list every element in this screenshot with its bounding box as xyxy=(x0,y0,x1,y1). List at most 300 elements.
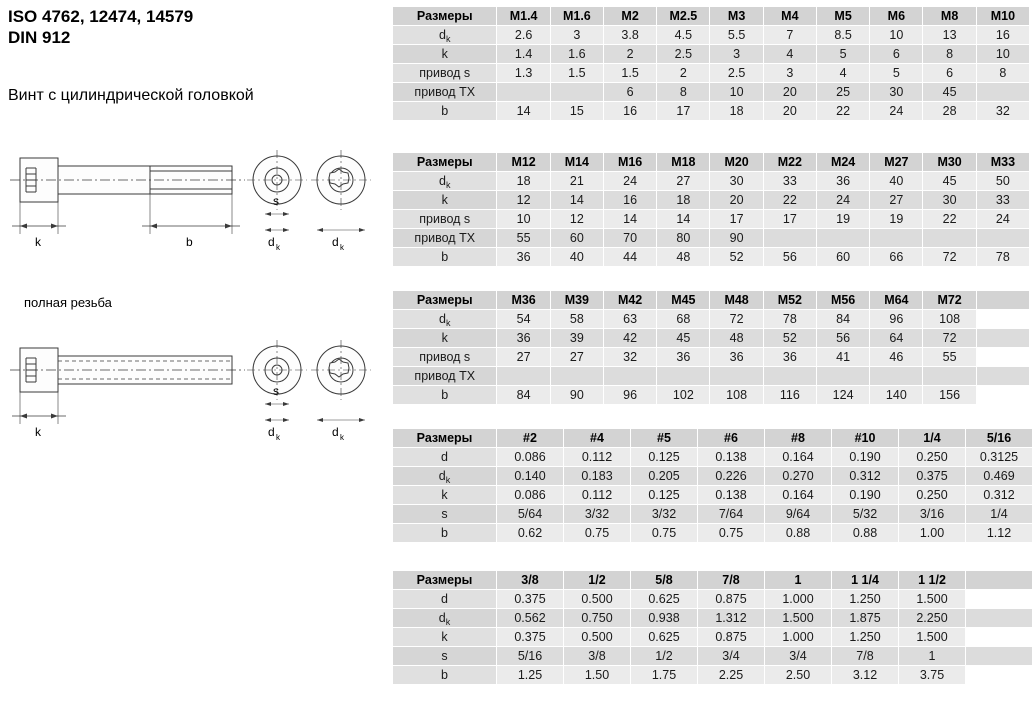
row-label: $d_k$ xyxy=(393,310,497,329)
table-cell: 3/16 xyxy=(899,505,966,524)
table-header-cell: M72 xyxy=(923,291,976,310)
table-cell: 27 xyxy=(550,348,603,367)
table-cell: 0.562 xyxy=(497,609,564,628)
table-cell: 3/32 xyxy=(631,505,698,524)
dimension-label-dk-2: d xyxy=(332,235,339,249)
table-cell: 0.88 xyxy=(765,524,832,543)
table-cell: 6 xyxy=(870,45,923,64)
table-cell: 21 xyxy=(550,172,603,191)
table-cell: 1.75 xyxy=(631,666,698,685)
table-row xyxy=(393,45,1030,64)
row-label: привод TX xyxy=(393,229,497,248)
table-header-cell: 3/8 xyxy=(497,571,564,590)
table-cell: 22 xyxy=(816,102,869,121)
table-header-cell: 1/4 xyxy=(899,429,966,448)
table-cell: 1.50 xyxy=(564,666,631,685)
row-label: k xyxy=(393,45,497,64)
table-cell: 0.500 xyxy=(564,590,631,609)
table-cell xyxy=(497,367,550,386)
table-header-cell: M22 xyxy=(763,153,816,172)
table-cell: 20 xyxy=(710,191,763,210)
table-header-cell: M36 xyxy=(497,291,550,310)
table-cell: 0.500 xyxy=(564,628,631,647)
table-cell: 96 xyxy=(603,386,656,405)
table-cell xyxy=(966,590,1033,609)
table-cell: 78 xyxy=(763,310,816,329)
table-cell: 90 xyxy=(710,229,763,248)
table-cell: 55 xyxy=(923,348,976,367)
table-cell: 5/32 xyxy=(832,505,899,524)
table-header-cell: #6 xyxy=(698,429,765,448)
table-cell: 52 xyxy=(763,329,816,348)
table-cell: 1.25 xyxy=(497,666,564,685)
table-cell xyxy=(966,647,1033,666)
table-cell: 1.12 xyxy=(966,524,1033,543)
table-cell: 3/4 xyxy=(698,647,765,666)
table-row xyxy=(393,26,1030,45)
table-row xyxy=(393,524,1033,543)
row-label: k xyxy=(393,191,497,210)
table-cell: 19 xyxy=(870,210,923,229)
table-header-cell: #8 xyxy=(765,429,832,448)
table-cell: 18 xyxy=(657,191,710,210)
row-label: k xyxy=(393,486,497,505)
table-row xyxy=(393,348,1030,367)
table-cell: 5 xyxy=(816,45,869,64)
table-cell: 4 xyxy=(763,45,816,64)
table-cell xyxy=(870,229,923,248)
table-header-cell: M24 xyxy=(816,153,869,172)
row-label: b xyxy=(393,248,497,267)
table-cell: 0.125 xyxy=(631,486,698,505)
table-cell xyxy=(976,386,1029,405)
table-cell: 2 xyxy=(603,45,656,64)
table-cell: 24 xyxy=(816,191,869,210)
table-header-cell: M2.5 xyxy=(657,7,710,26)
table-row xyxy=(393,486,1033,505)
table-cell: 5.5 xyxy=(710,26,763,45)
table-cell: 72 xyxy=(923,329,976,348)
table-cell: 22 xyxy=(763,191,816,210)
row-label: s xyxy=(393,505,497,524)
table-cell: 44 xyxy=(603,248,656,267)
table-cell: 0.625 xyxy=(631,590,698,609)
table-cell: 0.62 xyxy=(497,524,564,543)
table-row xyxy=(393,647,1033,666)
table-cell: 102 xyxy=(657,386,710,405)
table-cell: 64 xyxy=(870,329,923,348)
screw-drawing-full-thread xyxy=(0,320,386,460)
table-header-title: Размеры xyxy=(393,153,497,172)
table-cell xyxy=(816,229,869,248)
table-cell: 5 xyxy=(870,64,923,83)
table-cell: 24 xyxy=(870,102,923,121)
table-cell xyxy=(550,83,603,102)
table-row xyxy=(393,191,1030,210)
table-cell: 36 xyxy=(763,348,816,367)
table-header-cell: #10 xyxy=(832,429,899,448)
table-header-title: Размеры xyxy=(393,291,497,310)
full-thread-note: полная резьба xyxy=(24,295,112,310)
table-cell xyxy=(763,367,816,386)
table-cell: 9/64 xyxy=(765,505,832,524)
dimension-label-dk-4: d xyxy=(332,425,339,439)
table-cell: 2.50 xyxy=(765,666,832,685)
table-header-cell xyxy=(966,571,1033,590)
dimension-label-dk-4-sub: k xyxy=(340,433,344,442)
table-cell xyxy=(603,367,656,386)
table-cell: 0.375 xyxy=(899,467,966,486)
table-cell: 0.270 xyxy=(765,467,832,486)
table-row xyxy=(393,628,1033,647)
table-header-cell: M5 xyxy=(816,7,869,26)
dimension-label-dk-1: d xyxy=(268,235,275,249)
dimension-label-dk-2-sub: k xyxy=(340,243,344,252)
table-header-cell: M45 xyxy=(657,291,710,310)
table-row xyxy=(393,367,1030,386)
table-cell: 1/4 xyxy=(966,505,1033,524)
table-row xyxy=(393,386,1030,405)
table-cell: 16 xyxy=(603,191,656,210)
table-cell: 24 xyxy=(976,210,1029,229)
row-label: привод s xyxy=(393,210,497,229)
table-cell: 6 xyxy=(603,83,656,102)
table-cell: 0.190 xyxy=(832,448,899,467)
table-header-cell: M3 xyxy=(710,7,763,26)
table-header-cell: M6 xyxy=(870,7,923,26)
table-cell: 3 xyxy=(763,64,816,83)
table-row xyxy=(393,172,1030,191)
title-block xyxy=(8,6,378,48)
table-cell: 25 xyxy=(816,83,869,102)
table-cell: 63 xyxy=(603,310,656,329)
table-row xyxy=(393,229,1030,248)
table-cell: 16 xyxy=(603,102,656,121)
table-cell: 2 xyxy=(657,64,710,83)
table-cell: 20 xyxy=(763,102,816,121)
table-cell: 12 xyxy=(497,191,550,210)
table-cell: 17 xyxy=(710,210,763,229)
table-cell xyxy=(966,628,1033,647)
table-cell: 1.500 xyxy=(899,590,966,609)
table-cell: 140 xyxy=(870,386,923,405)
table-header-cell: #2 xyxy=(497,429,564,448)
table-cell: 36 xyxy=(710,348,763,367)
table-row xyxy=(393,248,1030,267)
table-header-cell xyxy=(976,291,1029,310)
table-cell: 50 xyxy=(976,172,1029,191)
table-header-row xyxy=(393,7,1030,26)
table-cell: 17 xyxy=(657,102,710,121)
table-cell xyxy=(976,229,1029,248)
dimension-table-4 xyxy=(392,428,1033,543)
table-cell: 14 xyxy=(603,210,656,229)
row-label: $d_k$ xyxy=(393,26,497,45)
table-header-cell: M12 xyxy=(497,153,550,172)
dimension-table-1 xyxy=(392,6,1030,121)
table-cell: 7 xyxy=(763,26,816,45)
table-cell: 12 xyxy=(550,210,603,229)
table-cell: 78 xyxy=(976,248,1029,267)
table-cell: 96 xyxy=(870,310,923,329)
table-cell: 0.205 xyxy=(631,467,698,486)
dimension-table-2 xyxy=(392,152,1030,267)
table-cell: 0.125 xyxy=(631,448,698,467)
table-header-row xyxy=(393,429,1033,448)
table-cell: 18 xyxy=(497,172,550,191)
table-cell: 0.88 xyxy=(832,524,899,543)
table-cell xyxy=(976,348,1029,367)
table-cell: 40 xyxy=(870,172,923,191)
table-header-cell: M39 xyxy=(550,291,603,310)
table-header-title: Размеры xyxy=(393,571,497,590)
dimension-label-dk-3: d xyxy=(268,425,275,439)
table-cell: 13 xyxy=(923,26,976,45)
table-row xyxy=(393,448,1033,467)
table-cell: 0.75 xyxy=(698,524,765,543)
table-cell xyxy=(966,609,1033,628)
table-cell: 60 xyxy=(816,248,869,267)
table-cell: 1.250 xyxy=(832,628,899,647)
table-cell: 0.3125 xyxy=(966,448,1033,467)
table-row xyxy=(393,310,1030,329)
table-cell: 84 xyxy=(816,310,869,329)
row-label: b xyxy=(393,524,497,543)
table-header-cell: M18 xyxy=(657,153,710,172)
table-cell: 27 xyxy=(870,191,923,210)
table-cell: 80 xyxy=(657,229,710,248)
table-cell: 27 xyxy=(657,172,710,191)
table-cell: 3/8 xyxy=(564,647,631,666)
table-cell: 41 xyxy=(816,348,869,367)
table-header-cell: 1 1/2 xyxy=(899,571,966,590)
table-cell: 10 xyxy=(710,83,763,102)
table-cell: 5/16 xyxy=(497,647,564,666)
table-header-cell: 5/8 xyxy=(631,571,698,590)
table-cell xyxy=(816,367,869,386)
table-cell: 36 xyxy=(497,248,550,267)
table-cell: 48 xyxy=(657,248,710,267)
table-cell: 30 xyxy=(710,172,763,191)
row-label: k xyxy=(393,628,497,647)
table-cell: 54 xyxy=(497,310,550,329)
table-cell: 72 xyxy=(923,248,976,267)
table-cell: 3/32 xyxy=(564,505,631,524)
table-header-cell: M8 xyxy=(923,7,976,26)
table-header-cell: M1.6 xyxy=(550,7,603,26)
table-cell: 7/64 xyxy=(698,505,765,524)
table-cell: 0.312 xyxy=(832,467,899,486)
table-cell: 32 xyxy=(976,102,1029,121)
table-cell: 58 xyxy=(550,310,603,329)
table-cell: 0.750 xyxy=(564,609,631,628)
table-cell xyxy=(497,83,550,102)
row-label: $d_k$ xyxy=(393,172,497,191)
table-cell xyxy=(657,367,710,386)
table-header-cell: M20 xyxy=(710,153,763,172)
table-cell: 8 xyxy=(976,64,1029,83)
table-header-cell: 1/2 xyxy=(564,571,631,590)
table-cell: 40 xyxy=(550,248,603,267)
table-cell: 33 xyxy=(976,191,1029,210)
table-cell: 84 xyxy=(497,386,550,405)
table-cell: 1.4 xyxy=(497,45,550,64)
table-cell: 0.875 xyxy=(698,628,765,647)
table-cell: 24 xyxy=(603,172,656,191)
table-cell xyxy=(550,367,603,386)
table-cell: 17 xyxy=(763,210,816,229)
table-cell: 0.375 xyxy=(497,590,564,609)
left-column xyxy=(0,0,386,703)
table-cell xyxy=(976,367,1029,386)
table-cell: 14 xyxy=(497,102,550,121)
table-cell: 0.75 xyxy=(631,524,698,543)
table-cell xyxy=(923,367,976,386)
table-cell: 2.25 xyxy=(698,666,765,685)
table-cell: 0.140 xyxy=(497,467,564,486)
row-label: b xyxy=(393,102,497,121)
table-row xyxy=(393,102,1030,121)
table-header-cell: 1 1/4 xyxy=(832,571,899,590)
table-cell xyxy=(976,310,1029,329)
table-cell: 36 xyxy=(816,172,869,191)
table-cell: 0.086 xyxy=(497,486,564,505)
table-header-cell: #5 xyxy=(631,429,698,448)
table-cell: 45 xyxy=(923,172,976,191)
table-cell: 3 xyxy=(550,26,603,45)
row-label: d xyxy=(393,590,497,609)
table-cell: 0.75 xyxy=(564,524,631,543)
table-header-cell: M48 xyxy=(710,291,763,310)
table-cell: 1.250 xyxy=(832,590,899,609)
table-cell: 0.875 xyxy=(698,590,765,609)
table-cell: 0.190 xyxy=(832,486,899,505)
table-cell: 0.312 xyxy=(966,486,1033,505)
table-cell: 8 xyxy=(923,45,976,64)
table-cell: 1.5 xyxy=(603,64,656,83)
table-cell xyxy=(710,367,763,386)
table-cell: 0.938 xyxy=(631,609,698,628)
table-cell: 8.5 xyxy=(816,26,869,45)
table-header-cell: #4 xyxy=(564,429,631,448)
table-cell: 15 xyxy=(550,102,603,121)
table-cell: 0.250 xyxy=(899,448,966,467)
dimension-label-s: s xyxy=(273,194,279,208)
table-cell: 1/2 xyxy=(631,647,698,666)
table-cell: 39 xyxy=(550,329,603,348)
table-cell: 0.226 xyxy=(698,467,765,486)
table-cell: 6 xyxy=(923,64,976,83)
table-cell: 45 xyxy=(657,329,710,348)
table-cell: 1.500 xyxy=(765,609,832,628)
table-cell: 36 xyxy=(657,348,710,367)
table-cell: 108 xyxy=(923,310,976,329)
table-cell: 1.6 xyxy=(550,45,603,64)
table-header-row xyxy=(393,153,1030,172)
table-cell: 0.250 xyxy=(899,486,966,505)
table-cell xyxy=(976,83,1029,102)
row-label: s xyxy=(393,647,497,666)
table-cell: 1.5 xyxy=(550,64,603,83)
row-label: привод TX xyxy=(393,83,497,102)
table-cell: 3 xyxy=(710,45,763,64)
table-cell: 1.500 xyxy=(899,628,966,647)
table-cell: 0.112 xyxy=(564,448,631,467)
table-cell: 18 xyxy=(710,102,763,121)
table-header-row xyxy=(393,291,1030,310)
table-cell: 156 xyxy=(923,386,976,405)
table-cell: 7/8 xyxy=(832,647,899,666)
table-cell: 0.469 xyxy=(966,467,1033,486)
table-cell: 30 xyxy=(923,191,976,210)
table-cell: 16 xyxy=(976,26,1029,45)
row-label: привод TX xyxy=(393,367,497,386)
table-header-cell: M16 xyxy=(603,153,656,172)
table-cell: 10 xyxy=(497,210,550,229)
table-cell: 46 xyxy=(870,348,923,367)
table-cell xyxy=(763,229,816,248)
table-header-cell: M1.4 xyxy=(497,7,550,26)
table-cell: 0.375 xyxy=(497,628,564,647)
table-cell: 33 xyxy=(763,172,816,191)
row-label: $d_k$ xyxy=(393,609,497,628)
table-cell: 19 xyxy=(816,210,869,229)
table-cell: 3.75 xyxy=(899,666,966,685)
table-cell: 48 xyxy=(710,329,763,348)
table-cell: 108 xyxy=(710,386,763,405)
table-cell: 0.164 xyxy=(765,486,832,505)
table-header-cell: M42 xyxy=(603,291,656,310)
table-cell: 2.5 xyxy=(710,64,763,83)
table-cell: 28 xyxy=(923,102,976,121)
dimension-label-dk-1-sub: k xyxy=(276,243,280,252)
table-cell: 1.875 xyxy=(832,609,899,628)
table-row xyxy=(393,609,1033,628)
table-cell: 70 xyxy=(603,229,656,248)
table-cell: 45 xyxy=(923,83,976,102)
row-label: b xyxy=(393,666,497,685)
table-cell: 52 xyxy=(710,248,763,267)
table-cell: 0.112 xyxy=(564,486,631,505)
table-header-cell: M33 xyxy=(976,153,1029,172)
table-header-title: Размеры xyxy=(393,7,497,26)
table-cell: 3.8 xyxy=(603,26,656,45)
table-cell: 3.12 xyxy=(832,666,899,685)
standard-title-line-1: ISO 4762, 12474, 14579 xyxy=(8,7,194,26)
table-cell: 14 xyxy=(550,191,603,210)
table-cell: 124 xyxy=(816,386,869,405)
table-row xyxy=(393,666,1033,685)
table-cell: 1 xyxy=(899,647,966,666)
table-cell xyxy=(976,329,1029,348)
table-header-cell: M27 xyxy=(870,153,923,172)
dimension-label-b: b xyxy=(186,235,193,249)
product-subtitle: Винт с цилиндрической головкой xyxy=(8,87,254,104)
table-cell: 66 xyxy=(870,248,923,267)
dimension-label-s-2: s xyxy=(273,384,279,398)
table-header-title: Размеры xyxy=(393,429,497,448)
row-label: привод s xyxy=(393,348,497,367)
table-cell: 60 xyxy=(550,229,603,248)
table-cell: 4 xyxy=(816,64,869,83)
table-cell: 10 xyxy=(976,45,1029,64)
table-cell: 68 xyxy=(657,310,710,329)
table-cell: 36 xyxy=(497,329,550,348)
table-header-row xyxy=(393,571,1033,590)
row-label: d xyxy=(393,448,497,467)
table-header-cell: 1 xyxy=(765,571,832,590)
dimension-table-5 xyxy=(392,570,1033,685)
